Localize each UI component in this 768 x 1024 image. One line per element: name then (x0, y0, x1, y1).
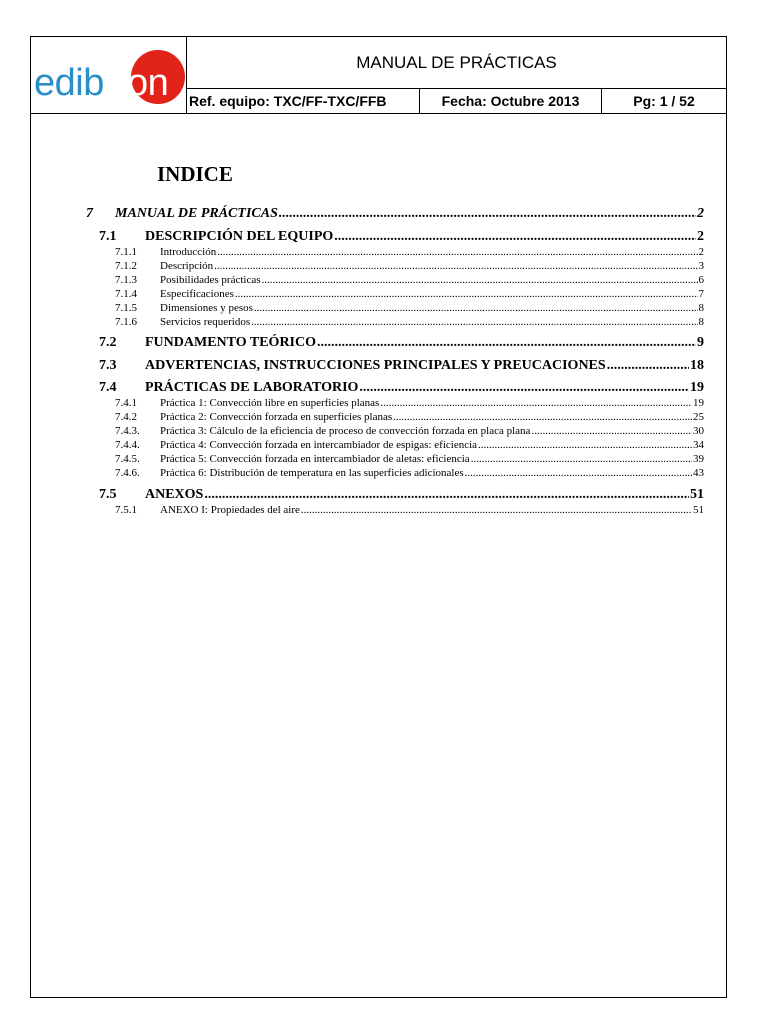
toc-leader (254, 302, 698, 314)
toc-page: 8 (698, 316, 704, 328)
toc-page: 25 (693, 411, 704, 423)
toc-leader (334, 229, 696, 245)
toc-entry[interactable] (115, 439, 704, 451)
toc-page: 18 (690, 358, 704, 373)
toc-number: 7 (86, 206, 93, 221)
toc-page: 43 (693, 467, 704, 479)
toc-leader (478, 439, 692, 451)
toc-label: Introducción (160, 246, 217, 258)
toc-page: 19 (693, 397, 704, 409)
toc-entry[interactable] (99, 358, 704, 374)
toc-label: FUNDAMENTO TEÓRICO (145, 335, 317, 350)
svg-text:on: on (127, 62, 169, 104)
toc-entry[interactable] (115, 504, 704, 516)
toc-entry[interactable] (99, 380, 704, 396)
toc-label: Práctica 5: Convección forzada en intercambiador de aletas: eficiencia (160, 453, 470, 465)
svg-text:edib: edib (34, 62, 104, 104)
toc-entry[interactable] (115, 302, 704, 314)
toc-leader (471, 453, 692, 465)
toc-label: DESCRIPCIÓN DEL EQUIPO (145, 229, 334, 244)
toc-entry[interactable] (115, 288, 704, 300)
toc-label: ANEXOS (145, 487, 204, 502)
toc-label: ANEXO I: Propiedades del aire (160, 504, 300, 516)
toc-entry[interactable] (99, 229, 704, 245)
toc-page: 7 (698, 288, 704, 300)
toc-number: 7.1.4 (115, 288, 137, 300)
toc-number: 7.5 (99, 487, 117, 502)
toc-number: 7.5.1 (115, 504, 137, 516)
toc-number: 7.1 (99, 229, 117, 244)
index-title: INDICE (157, 162, 233, 186)
manual-title: MANUAL DE PRÁCTICAS (187, 37, 726, 89)
toc-label: Descripción (160, 260, 214, 272)
toc-entry[interactable] (115, 453, 704, 465)
toc-page: 8 (698, 302, 704, 314)
toc-label: Dimensiones y pesos (160, 302, 253, 314)
toc-entry[interactable] (99, 487, 704, 503)
toc-leader (262, 274, 698, 286)
page-number: Pg: 1 / 52 (633, 93, 695, 109)
toc-number: 7.4.1 (115, 397, 137, 409)
toc-label: Posibilidades prácticas (160, 274, 261, 286)
toc-leader (204, 487, 689, 503)
toc-label: Práctica 2: Convección forzada en superficies planas (160, 411, 393, 423)
toc-number: 7.4.3. (115, 425, 140, 437)
toc-entry[interactable] (115, 467, 704, 479)
toc-label: Práctica 6: Distribución de temperatura en las superficies adicionales (160, 467, 464, 479)
toc-number: 7.3 (99, 358, 117, 373)
toc-label: Servicios requeridos (160, 316, 251, 328)
toc-number: 7.2 (99, 335, 117, 350)
toc-number: 7.1.6 (115, 316, 137, 328)
toc-number: 7.4.5. (115, 453, 140, 465)
toc-entry[interactable] (115, 397, 704, 409)
equipment-ref: Ref. equipo: TXC/FF-TXC/FFB (187, 89, 420, 113)
toc-entry[interactable] (115, 246, 704, 258)
toc-number: 7.4.6. (115, 467, 140, 479)
toc-label: Especificaciones (160, 288, 234, 300)
toc-page: 9 (697, 335, 704, 350)
toc-entry[interactable] (99, 335, 704, 351)
toc-leader (279, 206, 696, 222)
toc-number: 7.1.1 (115, 246, 137, 258)
toc-page: 6 (698, 274, 704, 286)
toc-leader (251, 316, 697, 328)
toc-label: ADVERTENCIAS, INSTRUCCIONES PRINCIPALES Y PREUCACIONES (145, 358, 606, 373)
toc-page: 39 (693, 453, 704, 465)
toc-page: 34 (693, 439, 704, 451)
toc-entry[interactable] (86, 206, 704, 222)
toc-entry[interactable] (115, 425, 704, 437)
toc-entry[interactable] (115, 260, 704, 272)
toc-leader (235, 288, 698, 300)
toc-page: 3 (698, 260, 704, 272)
document-date: Fecha: Octubre 2013 (420, 89, 602, 113)
toc-page: 2 (697, 229, 704, 244)
toc-number: 7.4.4. (115, 439, 140, 451)
toc-leader (393, 411, 692, 423)
toc-number: 7.4.2 (115, 411, 137, 423)
toc-label: Práctica 1: Convección libre en superficies planas (160, 397, 380, 409)
toc-leader (359, 380, 689, 396)
toc-leader (301, 504, 692, 516)
toc-number: 7.1.5 (115, 302, 137, 314)
toc-number: 7.1.2 (115, 260, 137, 272)
toc-page: 2 (697, 206, 704, 221)
toc-entry[interactable] (115, 274, 704, 286)
toc-leader (531, 425, 692, 437)
toc-leader (607, 358, 689, 374)
toc-page: 19 (690, 380, 704, 395)
toc-leader (214, 260, 697, 272)
toc-leader (465, 467, 692, 479)
toc-leader (380, 397, 692, 409)
toc-page: 30 (693, 425, 704, 437)
toc-number: 7.4 (99, 380, 117, 395)
toc-page: 51 (693, 504, 704, 516)
toc-entry[interactable] (115, 316, 704, 328)
toc-leader (217, 246, 697, 258)
toc-label: Práctica 4: Convección forzada en intercambiador de espigas: eficiencia (160, 439, 478, 451)
toc-page: 2 (698, 246, 704, 258)
toc-leader (317, 335, 696, 351)
toc-page: 51 (690, 487, 704, 502)
toc-label: Práctica 3: Cálculo de la eficiencia de proceso de convección forzada en placa plana (160, 425, 531, 437)
toc-label: PRÁCTICAS DE LABORATORIO (145, 380, 359, 395)
toc-entry[interactable] (115, 411, 704, 423)
toc-number: 7.1.3 (115, 274, 137, 286)
toc-label: MANUAL DE PRÁCTICAS (115, 206, 278, 221)
